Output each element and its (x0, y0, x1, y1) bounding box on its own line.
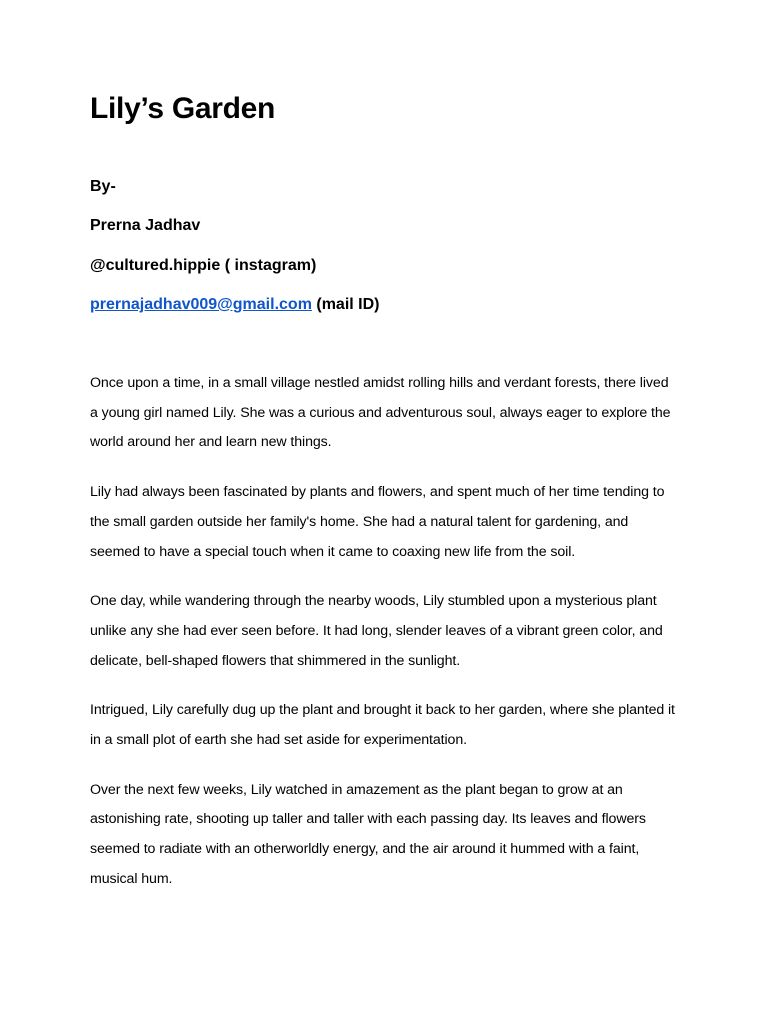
author-name: Prerna Jadhav (90, 217, 201, 234)
paragraph-1: Once upon a time, in a small village nestled amidst rolling hills and verdant forests, there lived a young girl named Lily. She was a curious and adventurous soul, always eager to explore the world around her and learn new things. (90, 375, 671, 451)
paragraph-4: Intrigued, Lily carefully dug up the plant and brought it back to her garden, where she planted it in a small plot of earth she had set aside for experimentation. (90, 702, 675, 749)
email-link[interactable]: prernajadhav009@gmail.com (90, 296, 312, 313)
paragraph-2: Lily had always been fascinated by plants and flowers, and spent much of her time tending to the small garden outside her family's home. She had a natural talent for gardening, and seemed to have a special touch when it came to coaxing new life from the soil. (90, 484, 665, 560)
instagram-handle: @cultured.hippie ( instagram) (90, 257, 317, 274)
email-suffix: (mail ID) (311, 296, 380, 313)
paragraph-3: One day, while wandering through the nearby woods, Lily stumbled upon a mysterious plant unlike any she had ever seen before. It had long, slender leaves of a vibrant green color, and delicate, bell-shaped flowers that shimmered in the sunlight. (90, 593, 663, 669)
story-body (90, 369, 680, 915)
by-label: By- (90, 178, 116, 195)
paragraph-5: Over the next few weeks, Lily watched in amazement as the plant began to grow at an astonishing rate, shooting up taller and taller with each passing day. Its leaves and flowers seemed to radiate with an otherworldly energy, and the air around it hummed with a faint, musical hum. (90, 781, 646, 887)
email-line (90, 296, 379, 314)
document-title: Lily’s Garden (90, 92, 276, 125)
